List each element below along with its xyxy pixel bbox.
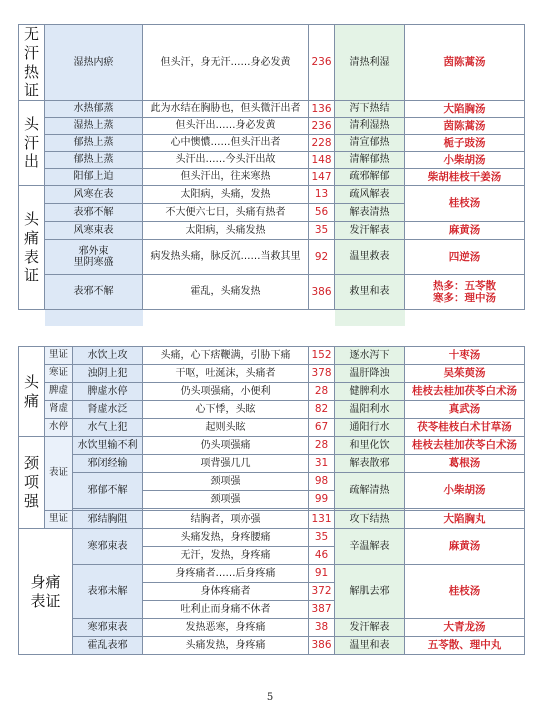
prescription: 大陷胸汤 bbox=[405, 101, 525, 118]
table-row bbox=[19, 511, 525, 529]
mechanism-cell: 霍乱表邪 bbox=[73, 637, 143, 655]
category-cell: 寒证 bbox=[45, 365, 73, 383]
treatment-method: 解表散邪 bbox=[335, 455, 405, 473]
table-spacer bbox=[19, 310, 525, 326]
treatment-method: 温里和表 bbox=[335, 637, 405, 655]
table-row bbox=[19, 152, 525, 169]
clause-text: 心中懊憹……但头汗出者 bbox=[143, 135, 309, 152]
clause-text: 结胸者，项亦强 bbox=[143, 511, 309, 529]
clause-number: 387 bbox=[309, 601, 335, 619]
clause-text: 但头汗出，往来寒热 bbox=[143, 169, 309, 186]
clause-number: 378 bbox=[309, 365, 335, 383]
clause-text: 仍头项强痛 bbox=[143, 437, 309, 455]
page-number: 5 bbox=[266, 692, 274, 703]
prescription: 桂枝汤 bbox=[405, 565, 525, 619]
prescription: 小柴胡汤 bbox=[405, 152, 525, 169]
clause-text: 心下悸，头眩 bbox=[143, 401, 309, 419]
treatment-method: 温肝降浊 bbox=[335, 365, 405, 383]
table-row bbox=[19, 473, 525, 491]
prescription: 小柴胡汤 bbox=[405, 473, 525, 509]
spacer-cell bbox=[309, 310, 335, 326]
clause-number: 236 bbox=[309, 118, 335, 135]
clause-text: 但头汗，身无汗……身必发黄 bbox=[143, 25, 309, 101]
treatment-method: 和里化饮 bbox=[335, 437, 405, 455]
mechanism-cell: 寒邪束表 bbox=[73, 529, 143, 565]
section-label-jing-xiang: 颈项强 bbox=[19, 437, 45, 529]
treatment-method: 温里救表 bbox=[335, 240, 405, 275]
clause-number: 228 bbox=[309, 135, 335, 152]
treatment-method: 发汗解表 bbox=[335, 222, 405, 240]
section-label-wu-han: 无汗热证 bbox=[19, 25, 45, 101]
clause-number: 148 bbox=[309, 152, 335, 169]
clause-number: 82 bbox=[309, 401, 335, 419]
category-cell: 里证 bbox=[45, 347, 73, 365]
prescription: 五苓散、理中丸 bbox=[405, 637, 525, 655]
clause-text: 颈项强 bbox=[143, 473, 309, 491]
mechanism-cell: 风寒在表 bbox=[45, 186, 143, 204]
clause-number: 35 bbox=[309, 529, 335, 547]
clause-number: 372 bbox=[309, 583, 335, 601]
mechanism-cell: 湿热内瘀 bbox=[45, 25, 143, 101]
table-row bbox=[19, 455, 525, 473]
prescription: 真武汤 bbox=[405, 401, 525, 419]
mechanism-cell: 浊阴上犯 bbox=[73, 365, 143, 383]
treatment-method: 疏邪解郁 bbox=[335, 169, 405, 186]
treatment-method: 攻下结热 bbox=[335, 511, 405, 529]
section-label-tou-han: 头汗出 bbox=[19, 101, 45, 186]
treatment-method: 清利湿热 bbox=[335, 118, 405, 135]
prescription: 麻黄汤 bbox=[405, 529, 525, 565]
prescription: 栀子豉汤 bbox=[405, 135, 525, 152]
treatment-method: 救里和表 bbox=[335, 275, 405, 310]
symptom-table-top bbox=[18, 24, 525, 326]
mechanism-cell: 表邪不解 bbox=[45, 275, 143, 310]
prescription-line: 热多：五苓散 bbox=[433, 279, 496, 292]
clause-number: 152 bbox=[309, 347, 335, 365]
treatment-method: 疏解清热 bbox=[335, 473, 405, 509]
table-row bbox=[19, 186, 525, 204]
clause-number: 38 bbox=[309, 619, 335, 637]
clause-text: 头汗出……今头汗出故 bbox=[143, 152, 309, 169]
mechanism-cell: 表邪未解 bbox=[73, 565, 143, 619]
clause-number: 147 bbox=[309, 169, 335, 186]
prescription-line: 寒多：理中汤 bbox=[433, 292, 496, 304]
table-row bbox=[19, 529, 525, 547]
spacer-cell bbox=[405, 310, 525, 326]
clause-number: 131 bbox=[309, 511, 335, 529]
treatment-method: 清解郁热 bbox=[335, 152, 405, 169]
mechanism-cell: 邪闭经输 bbox=[73, 455, 143, 473]
treatment-method: 辛温解表 bbox=[335, 529, 405, 565]
table-row bbox=[19, 135, 525, 152]
clause-text: 吐利止而身痛不休者 bbox=[143, 601, 309, 619]
clause-text: 身疼痛者……后身疼痛 bbox=[143, 565, 309, 583]
treatment-method: 解表清热 bbox=[335, 204, 405, 222]
clause-number: 386 bbox=[309, 637, 335, 655]
clause-number: 28 bbox=[309, 437, 335, 455]
mechanism-cell: 邪结胸阻 bbox=[73, 511, 143, 529]
clause-text: 太阳病，头痛发热 bbox=[143, 222, 309, 240]
clause-text: 病发热头痛，脉反沉……当救其里 bbox=[143, 240, 309, 275]
prescription: 大青龙汤 bbox=[405, 619, 525, 637]
treatment-method: 疏风解表 bbox=[335, 186, 405, 204]
clause-number: 13 bbox=[309, 186, 335, 204]
clause-number: 46 bbox=[309, 547, 335, 565]
table-row bbox=[19, 118, 525, 135]
mechanism-cell: 郁热上蒸 bbox=[45, 152, 143, 169]
clause-text: 身体疼痛者 bbox=[143, 583, 309, 601]
table-row bbox=[19, 101, 525, 118]
prescription: 茵陈蒿汤 bbox=[405, 25, 525, 101]
clause-number: 98 bbox=[309, 473, 335, 491]
mechanism-cell: 郁热上蒸 bbox=[45, 135, 143, 152]
prescription: 吴茱萸汤 bbox=[405, 365, 525, 383]
clause-number: 99 bbox=[309, 491, 335, 509]
clause-text: 太阳病，头痛，发热 bbox=[143, 186, 309, 204]
treatment-method: 温阳利水 bbox=[335, 401, 405, 419]
mechanism-cell: 风寒束表 bbox=[45, 222, 143, 240]
table-row bbox=[19, 565, 525, 583]
clause-text: 无汗，发热，身疼痛 bbox=[143, 547, 309, 565]
clause-text: 但头汗出……身必发黄 bbox=[143, 118, 309, 135]
mechanism-cell: 邪郁不解 bbox=[73, 473, 143, 509]
prescription: 桂枝汤 bbox=[405, 186, 525, 222]
clause-text: 发热恶寒，身疼痛 bbox=[143, 619, 309, 637]
mechanism-line: 邪外束 bbox=[78, 245, 109, 257]
clause-number: 35 bbox=[309, 222, 335, 240]
table-row bbox=[19, 25, 525, 101]
section-label-tou-tong: 头痛 bbox=[19, 347, 45, 437]
prescription: 四逆汤 bbox=[405, 240, 525, 275]
table-row bbox=[19, 275, 525, 310]
treatment-method: 清宣郁热 bbox=[335, 135, 405, 152]
mechanism-cell: 表邪不解 bbox=[45, 204, 143, 222]
clause-number: 236 bbox=[309, 25, 335, 101]
mechanism-cell: 水气上犯 bbox=[73, 419, 143, 437]
clause-text: 仍头项强痛，小便利 bbox=[143, 383, 309, 401]
clause-text: 头痛发热，身疼痛 bbox=[143, 637, 309, 655]
prescription bbox=[405, 275, 525, 310]
mechanism-cell bbox=[45, 240, 143, 275]
treatment-method: 解肌去邪 bbox=[335, 565, 405, 619]
spacer-cell bbox=[19, 310, 45, 326]
clause-text: 起则头眩 bbox=[143, 419, 309, 437]
category-cell: 肾虚 bbox=[45, 401, 73, 419]
clause-text: 颈项强 bbox=[143, 491, 309, 509]
table-row bbox=[19, 383, 525, 401]
table-row bbox=[19, 401, 525, 419]
mechanism-cell: 阳郁上迫 bbox=[45, 169, 143, 186]
treatment-method: 通阳行水 bbox=[335, 419, 405, 437]
symptom-table-bottom bbox=[18, 346, 525, 655]
clause-text: 霍乱，头痛发热 bbox=[143, 275, 309, 310]
category-cell: 水停 bbox=[45, 419, 73, 437]
clause-number: 56 bbox=[309, 204, 335, 222]
prescription: 柴胡桂枝干姜汤 bbox=[405, 169, 525, 186]
treatment-method: 发汗解表 bbox=[335, 619, 405, 637]
prescription: 大陷胸丸 bbox=[405, 511, 525, 529]
mechanism-cell: 寒邪束表 bbox=[73, 619, 143, 637]
mechanism-cell: 水热郁蒸 bbox=[45, 101, 143, 118]
clause-text: 头痛发热，身疼腰痛 bbox=[143, 529, 309, 547]
table-row bbox=[19, 437, 525, 455]
clause-text: 此为水结在胸胁也，但头微汗出者 bbox=[143, 101, 309, 118]
table-row bbox=[19, 347, 525, 365]
table-row bbox=[19, 419, 525, 437]
clause-text: 干呕，吐涎沫，头痛者 bbox=[143, 365, 309, 383]
prescription: 桂枝去桂加茯苓白术汤 bbox=[405, 383, 525, 401]
clause-number: 91 bbox=[309, 565, 335, 583]
mechanism-cell: 水饮上攻 bbox=[73, 347, 143, 365]
treatment-method: 逐水泻下 bbox=[335, 347, 405, 365]
table-row bbox=[19, 222, 525, 240]
treatment-method: 清热利湿 bbox=[335, 25, 405, 101]
section-label-shen-tong: 身痛表证 bbox=[19, 529, 73, 655]
table-row bbox=[19, 240, 525, 275]
section-label-tou-tong-biao: 头痛表证 bbox=[19, 186, 45, 310]
category-cell: 脾虚 bbox=[45, 383, 73, 401]
mechanism-cell: 湿热上蒸 bbox=[45, 118, 143, 135]
clause-number: 67 bbox=[309, 419, 335, 437]
clause-number: 92 bbox=[309, 240, 335, 275]
treatment-method: 泻下热结 bbox=[335, 101, 405, 118]
category-cell: 表证 bbox=[45, 437, 73, 511]
prescription: 麻黄汤 bbox=[405, 222, 525, 240]
clause-number: 136 bbox=[309, 101, 335, 118]
mechanism-cell: 脾虚水停 bbox=[73, 383, 143, 401]
spacer-cell bbox=[45, 310, 143, 326]
mechanism-cell: 水饮里输不利 bbox=[73, 437, 143, 455]
treatment-method: 健脾利水 bbox=[335, 383, 405, 401]
prescription: 茵陈蒿汤 bbox=[405, 118, 525, 135]
table-row bbox=[19, 169, 525, 186]
category-cell: 里证 bbox=[45, 511, 73, 529]
clause-number: 31 bbox=[309, 455, 335, 473]
mechanism-cell: 肾虚水泛 bbox=[73, 401, 143, 419]
clause-text: 头痛，心下痞鞭满，引胁下痛 bbox=[143, 347, 309, 365]
prescription: 桂枝去桂加茯苓白术汤 bbox=[405, 437, 525, 455]
prescription: 茯苓桂枝白术甘草汤 bbox=[405, 419, 525, 437]
clause-text: 不大便六七日，头痛有热者 bbox=[143, 204, 309, 222]
table-row bbox=[19, 637, 525, 655]
prescription: 十枣汤 bbox=[405, 347, 525, 365]
clause-number: 28 bbox=[309, 383, 335, 401]
clause-number: 386 bbox=[309, 275, 335, 310]
table-row bbox=[19, 365, 525, 383]
spacer-cell bbox=[335, 310, 405, 326]
clause-text: 项背强几几 bbox=[143, 455, 309, 473]
spacer-cell bbox=[143, 310, 309, 326]
table-row bbox=[19, 619, 525, 637]
mechanism-line: 里阴寒盛 bbox=[73, 257, 114, 268]
prescription: 葛根汤 bbox=[405, 455, 525, 473]
